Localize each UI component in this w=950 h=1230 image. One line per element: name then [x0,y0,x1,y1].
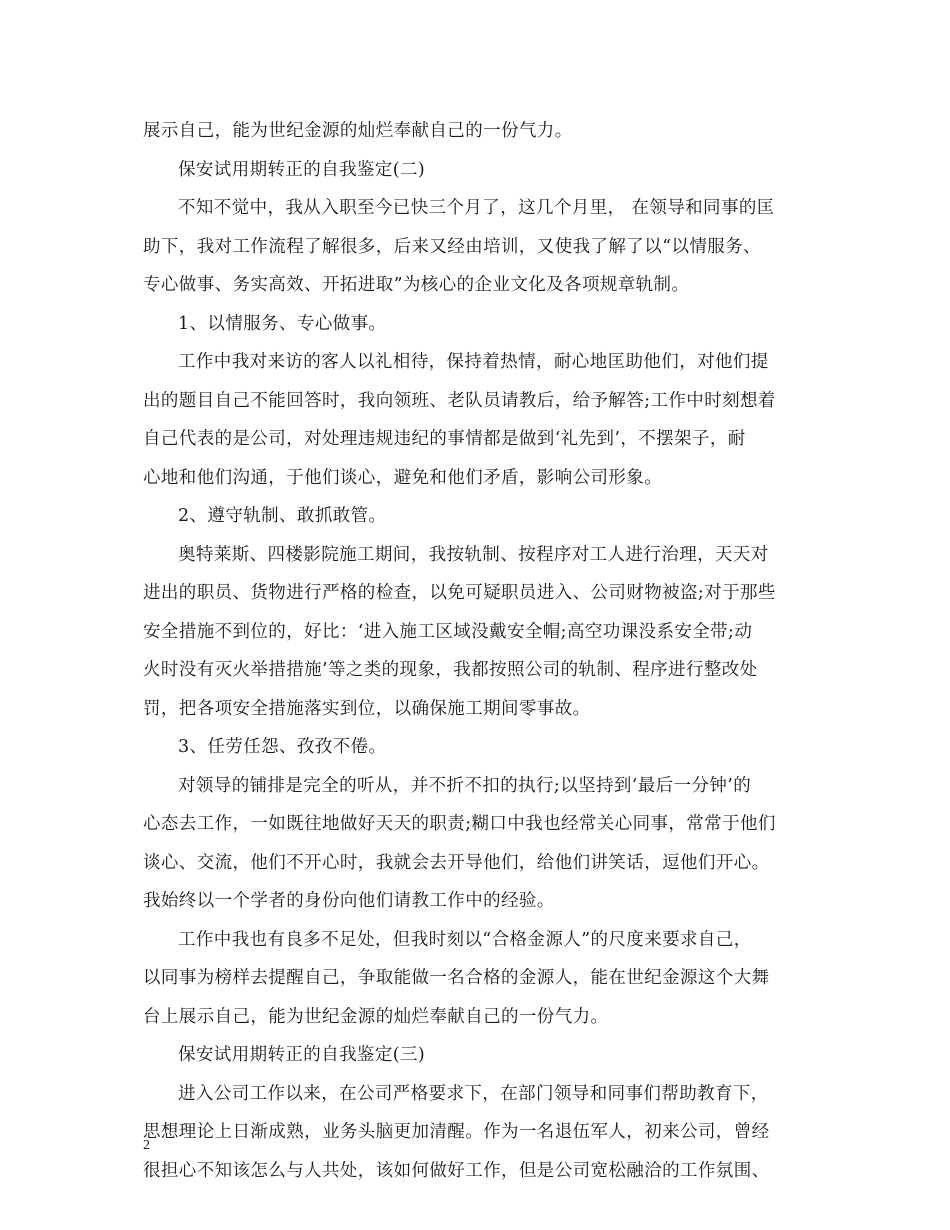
text-line: 台上展示自己，能为世纪金源的灿烂奉献自己的一份气力。 [143,1006,609,1027]
text-line: 心地和他们沟通，于他们谈心，避免和他们矛盾，影响公司形象。 [143,467,663,488]
subheading: 2、遵守轨制、敢抓敢管。 [178,506,387,526]
text-line: 奥特莱斯、四楼影院施工期间，我按轨制、按程序对工人进行治理，天天对 [178,544,769,565]
text-line: 罚，把各项安全措施落实到位，以确保施工期间零事故。 [143,698,591,719]
text-line: 谈心、交流，他们不开心时，我就会去开导他们，给他们讲笑话，逗他们开心。 [143,852,770,873]
text-line: 自己代表的是公司，对处理违规违纪的事情都是做到‘礼先到’，不摆架子，耐 [143,429,746,449]
text-line: 工作中我也有良多不足处，但我时刻以“合格金源人”的尺度来要求自己， [178,929,752,950]
text-line: 对领导的铺排是完全的听从，并不折不扣的执行;以坚持到‘最后一分钟’的 [178,775,752,796]
text-line: 进出的职员、货物进行严格的检查，以免可疑职员进入、公司财物被盗;对于那些 [143,583,776,603]
text-line: 思想理论上日渐成熟，业务头脑更加清醒。作为一名退伍军人，初来公司，曾经 [143,1122,770,1142]
text-line: 火时没有灭火举措措施’等之类的现象，我都按照公司的轨制、程序进行整改处 [143,660,758,680]
text-line: 进入公司工作以来，在公司严格要求下，在部门领导和同事们帮助教育下， [178,1083,769,1104]
document-body [143,112,813,1190]
text-line: 很担心不知该怎么与人共处，该如何做好工作，但是公司宽松融洽的工作氛围、 [143,1160,770,1181]
page-number: 2 [143,1138,150,1153]
text-line: 工作中我对来访的客人以礼相待，保持着热情，耐心地匡助他们，对他们提 [178,352,769,372]
text-line: 展示自己，能为世纪金源的灿烂奉献自己的一份气力。 [143,121,573,141]
text-line: 我始终以一个学者的身份向他们请教工作中的经验。 [143,891,555,911]
text-line: 不知不觉中，我从入职至今已快三个月了，这几个月里， 在领导和同事的匡 [178,198,775,218]
text-line: 以同事为榜样去提醒自己，争取能做一名合格的金源人，能在世纪金源这个大舞 [143,968,770,988]
subheading: 1、以情服务、专心做事。 [178,313,387,334]
section-heading: 保安试用期转正的自我鉴定(三) [178,1045,426,1065]
section-heading: 保安试用期转正的自我鉴定(二) [178,159,426,180]
subheading: 3、任劳任怨、孜孜不倦。 [178,737,387,757]
text-line: 专心做事、务实高效、开拓进取”为核心的企业文化及各项规章轨制。 [143,275,690,295]
text-line: 助下，我对工作流程了解很多，后来又经由培训，又使我了解了以“以情服务、 [143,236,761,257]
text-line: 心态去工作，一如既往地做好天天的职责;糊口中我也经常关心同事，常常于他们 [143,814,776,834]
text-line: 出的题目自己不能回答时，我向领班、老队员请教后，给予解答;工作中时刻想着 [143,390,776,411]
text-line: 安全措施不到位的，好比：‘进入施工区域没戴安全帽;高空功课没系安全带;动 [143,621,753,642]
